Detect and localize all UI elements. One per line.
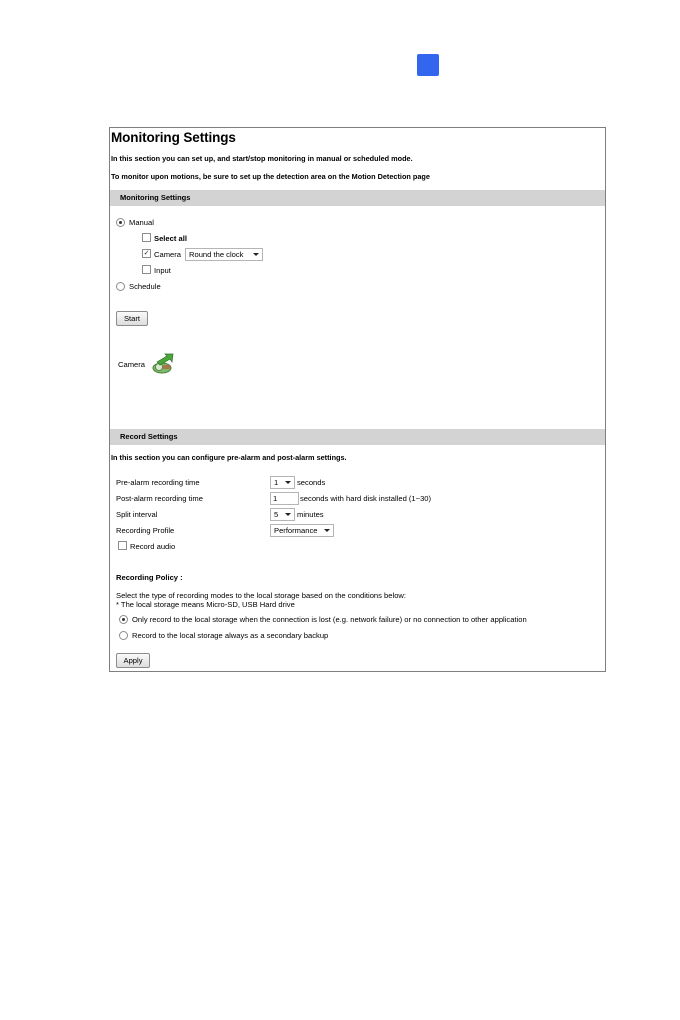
post-alarm-unit: seconds with hard disk installed (1~30) — [300, 494, 432, 503]
select-all-checkbox[interactable] — [142, 233, 151, 242]
chevron-down-icon — [253, 253, 259, 256]
recording-profile-label: Recording Profile — [116, 526, 175, 535]
input-label: Input — [154, 266, 171, 275]
policy-option-1-label: Only record to the local storage when the connection is lost (e.g. network failure) or no connection to other application — [132, 615, 527, 624]
checkmark-icon: ✓ — [143, 250, 150, 257]
input-checkbox[interactable] — [142, 265, 151, 274]
recording-policy-title: Recording Policy : — [116, 573, 183, 582]
record-settings-header: Record Settings — [110, 429, 605, 445]
camera-label: Camera — [154, 250, 182, 259]
apply-button[interactable]: Apply — [116, 653, 150, 668]
schedule-label: Schedule — [129, 282, 161, 291]
camera-status-label: Camera — [118, 360, 146, 369]
pre-alarm-label: Pre-alarm recording time — [116, 478, 200, 487]
recording-profile-select[interactable]: Performance — [270, 524, 334, 537]
post-alarm-input[interactable]: 1 — [270, 492, 299, 505]
recording-policy-desc-1: Select the type of recording modes to the local storage based on the conditions below: — [116, 591, 407, 600]
policy-option-2-radio[interactable] — [119, 631, 128, 640]
camera-monitor-status-icon — [151, 353, 175, 375]
manual-radio[interactable] — [116, 218, 125, 227]
split-interval-unit: minutes — [297, 510, 324, 519]
record-audio-checkbox[interactable] — [118, 541, 127, 550]
manual-label: Manual — [129, 218, 154, 227]
page-marker — [417, 54, 439, 76]
post-alarm-label: Post-alarm recording time — [116, 494, 203, 503]
schedule-radio[interactable] — [116, 282, 125, 291]
monitoring-settings-header: Monitoring Settings — [110, 190, 605, 206]
pre-alarm-select[interactable]: 1 — [270, 476, 295, 489]
settings-panel — [109, 127, 606, 672]
policy-option-2-label: Record to the local storage always as a secondary backup — [132, 631, 329, 640]
split-interval-select[interactable]: 5 — [270, 508, 295, 521]
page-title: Monitoring Settings — [111, 130, 236, 145]
camera-schedule-select[interactable]: Round the clock — [185, 248, 263, 261]
intro-text-1: In this section you can set up, and start/stop monitoring in manual or scheduled mode. — [111, 154, 413, 163]
select-all-label: Select all — [154, 234, 187, 243]
record-audio-label: Record audio — [130, 542, 176, 551]
chevron-down-icon — [324, 529, 330, 532]
camera-checkbox[interactable] — [142, 249, 151, 258]
recording-policy-desc-2: * The local storage means Micro-SD, USB Hard drive — [116, 600, 295, 609]
pre-alarm-unit: seconds — [297, 478, 326, 487]
intro-text-2: To monitor upon motions, be sure to set up the detection area on the Motion Detection page — [111, 172, 430, 181]
chevron-down-icon — [285, 513, 291, 516]
record-intro-text: In this section you can configure pre-alarm and post-alarm settings. — [111, 453, 347, 462]
split-interval-label: Split interval — [116, 510, 158, 519]
start-button[interactable]: Start — [116, 311, 148, 326]
policy-option-1-radio[interactable] — [119, 615, 128, 624]
chevron-down-icon — [285, 481, 291, 484]
